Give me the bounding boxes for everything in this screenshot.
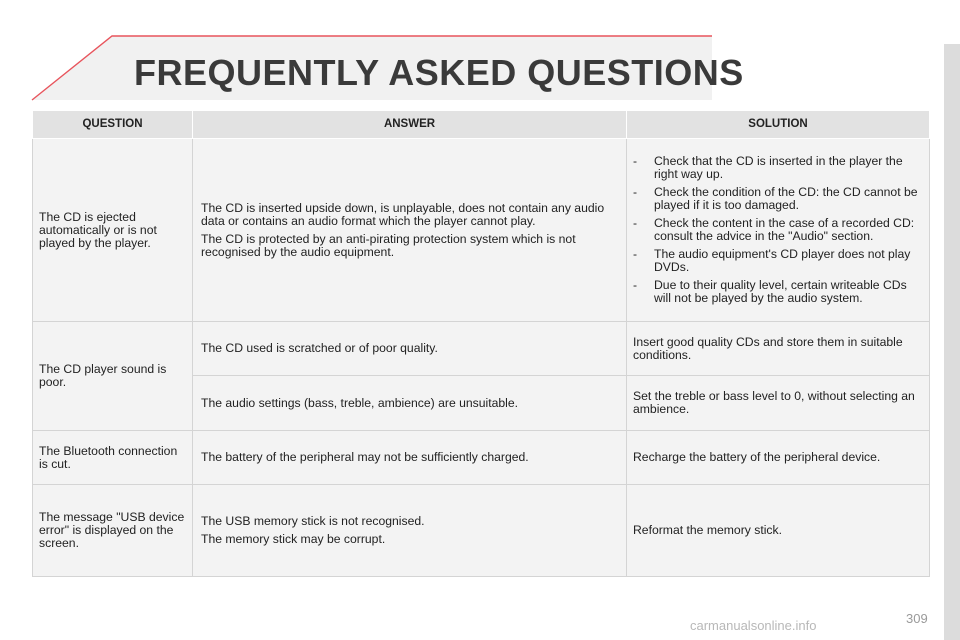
dash-bullet: -: [633, 216, 638, 230]
solution-list-item: [633, 248, 923, 274]
question-text: The CD player sound is poor.: [39, 362, 167, 389]
column-header-solution: SOLUTION: [627, 111, 930, 139]
dash-bullet: -: [633, 154, 638, 168]
answer-text: The CD is inserted upside down, is unplayable, does not contain any audio data or contains an audio format which the player cannot play.: [201, 200, 605, 228]
question-text: The CD is ejected automatically or is not played by the player.: [39, 209, 157, 250]
answer-text: The battery of the peripheral may not be sufficiently charged.: [201, 450, 529, 464]
solution-cell: [627, 376, 930, 431]
solution-text: The audio equipment's CD player does not play DVDs.: [654, 247, 911, 274]
right-edge-bar: [944, 44, 960, 640]
answer-cell: [193, 322, 627, 376]
question-text: The message "USB device error" is displayed on the screen.: [39, 510, 185, 550]
solution-cell: [627, 139, 930, 322]
solution-text: Set the treble or bass level to 0, without selecting an ambience.: [633, 389, 915, 416]
answer-text: The CD used is scratched or of poor quality.: [201, 341, 438, 355]
question-cell: [33, 485, 193, 577]
solution-cell: [627, 485, 930, 577]
solution-text: Check the condition of the CD: the CD cannot be played if it is too damaged.: [654, 185, 918, 212]
solution-text: Reformat the memory stick.: [633, 523, 782, 537]
solution-text: Insert good quality CDs and store them in suitable conditions.: [633, 334, 903, 362]
solution-list-item: [633, 186, 923, 212]
dash-bullet: -: [633, 247, 638, 261]
answer-text: The audio settings (bass, treble, ambience) are unsuitable.: [201, 395, 519, 410]
solution-text: Check the content in the case of a recorded CD: consult the advice in the "Audio" section.: [654, 216, 915, 243]
answer-text: The memory stick may be corrupt.: [201, 532, 386, 546]
question-cell: [33, 322, 193, 431]
solution-list-item: [633, 217, 923, 243]
table-row: [33, 485, 930, 577]
answer-text: The CD is protected by an anti-pirating protection system which is not recognised by the audio equipment.: [201, 231, 576, 259]
column-header-answer: ANSWER: [193, 111, 627, 139]
question-text: The Bluetooth connection is cut.: [39, 443, 178, 471]
table-row: [33, 431, 930, 485]
page-title: FREQUENTLY ASKED QUESTIONS: [134, 52, 744, 93]
solution-text: Due to their quality level, certain writeable CDs will not be played by the audio system.: [654, 278, 907, 305]
answer-text: The USB memory stick is not recognised.: [201, 514, 425, 528]
solution-list-item: [633, 155, 923, 181]
faq-table: [32, 110, 930, 577]
solution-text: Recharge the battery of the peripheral device.: [633, 450, 881, 464]
solution-list-item: [633, 279, 923, 305]
answer-cell: [193, 376, 627, 431]
answer-cell: [193, 485, 627, 577]
solution-text: Check that the CD is inserted in the player the right way up.: [654, 154, 903, 181]
solution-cell: [627, 431, 930, 485]
table-row: [33, 322, 930, 376]
question-cell: [33, 431, 193, 485]
dash-bullet: -: [633, 185, 638, 199]
answer-cell: [193, 431, 627, 485]
page-number: 309: [906, 611, 928, 626]
column-header-question: QUESTION: [33, 111, 193, 139]
answer-cell: [193, 139, 627, 322]
dash-bullet: -: [633, 278, 638, 292]
table-row: [33, 139, 930, 322]
table-header-row: [33, 111, 930, 139]
question-cell: [33, 139, 193, 322]
watermark-text: carmanualsonline.info: [690, 618, 817, 633]
solution-cell: [627, 322, 930, 376]
solution-list: [633, 155, 923, 305]
